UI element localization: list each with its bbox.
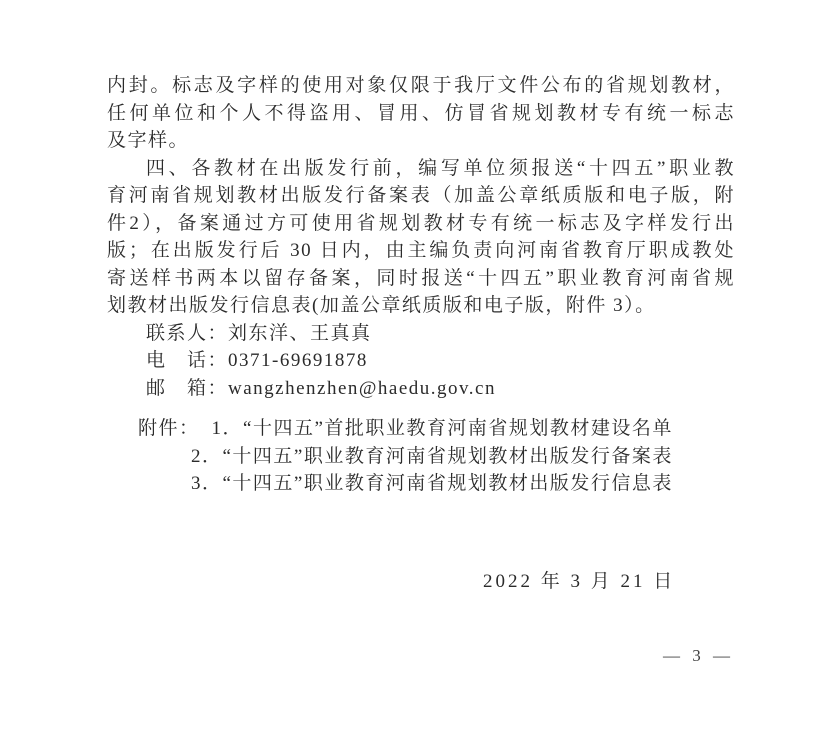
attachments-section bbox=[107, 415, 735, 498]
body-line-2: 任何单位和个人不得盗用、冒用、仿冒省规划教材专有统一标志 bbox=[107, 102, 735, 124]
attachments-label: 附件： bbox=[138, 418, 200, 439]
attachment-item-1 bbox=[138, 415, 735, 443]
page-number: — 3 — bbox=[663, 646, 734, 665]
body-line-3: 及字样。 bbox=[107, 130, 190, 151]
body-line-8: 寄送样书两本以留存备案，同时报送“十四五”职业教育河南省规 bbox=[107, 267, 735, 289]
body-line-5: 育河南省规划教材出版发行备案表（加盖公章纸质版和电子版，附 bbox=[107, 185, 735, 206]
attachment-item-2: 2．“十四五”职业教育河南省规划教材出版发行备案表 bbox=[191, 445, 673, 467]
body-line-6: 件2），备案通过方可使用省规划教材专有统一标志及字样发行出 bbox=[107, 212, 735, 234]
body-line-7: 版；在出版发行后 30 日内，由主编负责向河南省教育厅职成教处 bbox=[107, 240, 735, 261]
document-date: 2022 年 3 月 21 日 bbox=[483, 570, 676, 592]
body-line-9: 划教材出版发行信息表(加盖公章纸质版和电子版，附件 3）。 bbox=[107, 295, 656, 316]
attachment-item-1-text: 1．“十四五”首批职业教育河南省规划教材建设名单 bbox=[211, 418, 673, 439]
body-line-4: 四、各教材在出版发行前，编写单位须报送“十四五”职业教 bbox=[146, 157, 735, 179]
attachment-item-3: 3．“十四五”职业教育河南省规划教材出版发行信息表 bbox=[191, 473, 673, 494]
contact-person: 联系人：刘东洋、王真真 bbox=[146, 322, 372, 344]
contact-phone: 电 话：0371-69691878 bbox=[146, 350, 368, 371]
document-body bbox=[107, 72, 735, 595]
contact-email: 邮 箱：wangzhenzhen@haedu.gov.cn bbox=[146, 377, 496, 399]
body-line-1: 内封。标志及字样的使用对象仅限于我厅文件公布的省规划教材， bbox=[107, 75, 735, 96]
